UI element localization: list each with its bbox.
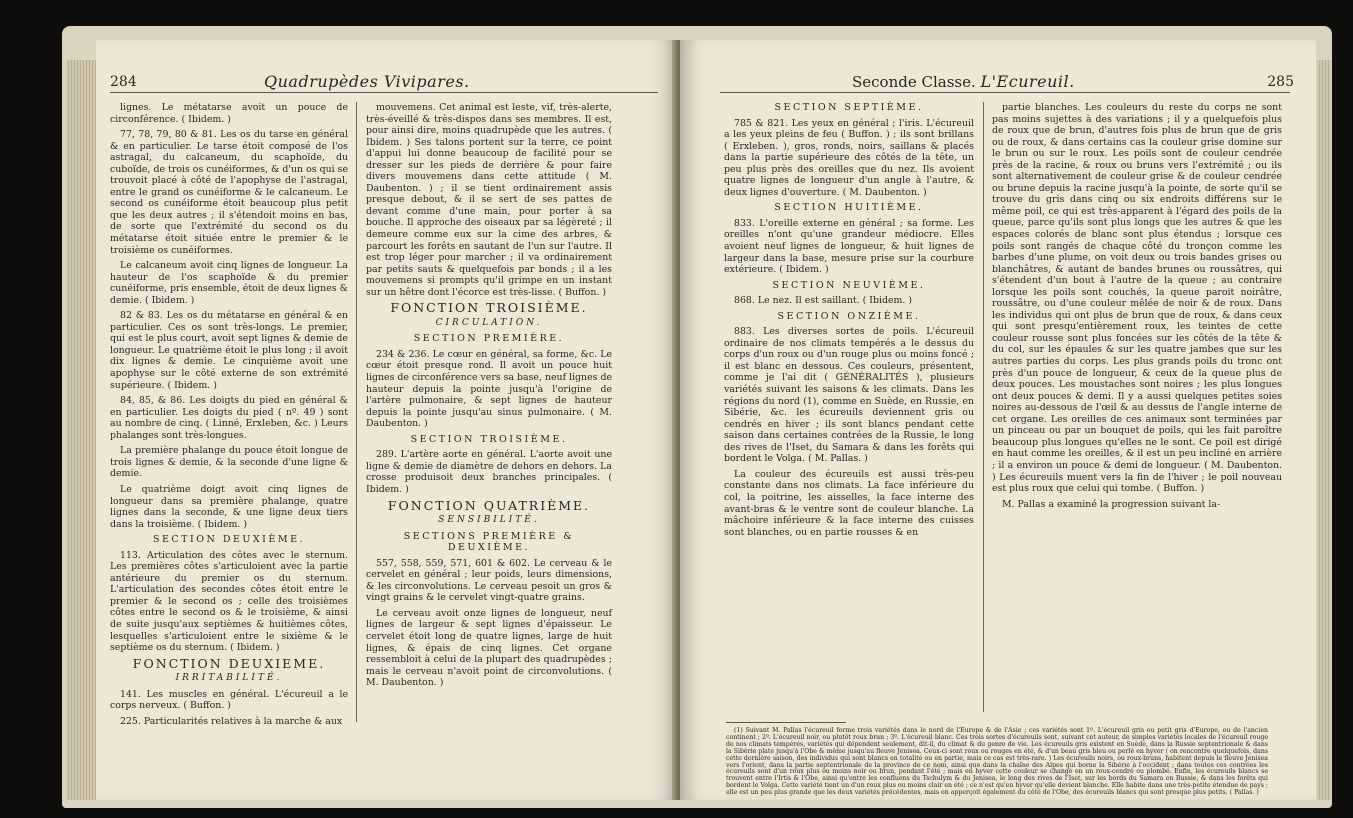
paragraph: 82 & 83. Les os du métatarse en général & en particulier. Ces os sont très-longs. Le premier, qui est le plus court, avoit sept lignes & demie de longueur. Le quatrième étoit le plus long ; il avoit dix lignes & demie. Le cinquième avoit une apophyse sur le côté externe de son extrémité supérieure. ( Ibidem. ) [110, 310, 348, 391]
left-running-title: Quadrupèdes Vivipares. [264, 72, 470, 91]
paragraph: Le calcaneum avoit cinq lignes de longueur. La hauteur de l'os scaphoïde & du premier cunéiforme, pris ensemble, étoit de deux lignes & demie. ( Ibidem. ) [110, 260, 348, 306]
right-page [680, 40, 1316, 800]
right-page-number: 285 [1267, 74, 1294, 90]
section-heading: SECTION TROISIÈME. [410, 433, 568, 445]
left-page-number: 284 [110, 74, 137, 90]
left-header-rule [110, 92, 658, 93]
left-column-2 [366, 102, 612, 693]
subheading: SENSIBILITÉ. [438, 515, 540, 526]
page-edges-right [1317, 60, 1331, 800]
paragraph: lignes. Le métatarse avoit un pouce de circonférence. ( Ibidem. ) [110, 102, 348, 125]
paragraph: 113. Articulation des côtes avec le sternum. Les premières côtes s'articuloient avec la partie antérieure du premier os du sternum. L'articulation des secondes côtes étoit entre le premier & le second os ; celle des troisièmes côtes entre le second os & le troisième, & ainsi de suite jusqu'aux septièmes & huitièmes côtes, lesquelles s'articuloient entre le sixième & le septième os du sternum. ( Ibidem. ) [110, 549, 348, 654]
paragraph: 833. L'oreille externe en général ; sa forme. Les oreilles n'ont qu'une grandeur médiocre. Elles avoient neuf lignes de longueur, & huit lignes de largeur dans la base, mesure prise sur la courbure extérieure. ( Ibidem. ) [724, 217, 974, 276]
fonction-heading: FONCTION TROISIÈME. [390, 300, 588, 316]
paragraph: mouvemens. Cet animal est leste, vif, très-alerte, très-éveillé & très-dispos dans ses membres. Il est, pour ainsi dire, moins quadrupède que les autres. ( Ibidem. ) Ses talons portent sur la terre, ce point d'appui lui donne beaucoup de facilité pour se dresser sur les pieds de derrière & pour faire divers mouvemens dans cette attitude ( M. Daubenton. ) ; il se tient ordinairement assis presque debout, & il se sert de ses pattes de devant comme d'une main, pour porter à sa bouche. Il approche des oiseaux par sa légèreté ; il demeure comme eux sur la cime des arbres, & parcourt les forêts en sautant de l'un sur l'autre. Il est trop léger pour marcher ; il va ordinairement par petits sauts & quelquefois par bonds ; il a les mouvemens si prompts qu'il grimpe en un instant sur un hêtre dont l'écorce est très-lisse. ( Buffon. ) [366, 102, 612, 298]
section-heading: SECTIONS PREMIÈRE & DEUXIÈME. [403, 530, 575, 554]
section-heading: SECTION DEUXIÈME. [152, 534, 306, 546]
right-column-2 [992, 102, 1282, 514]
paragraph: partie blanches. Les couleurs du reste du corps ne sont pas moins sujettes à des variations ; il y a quelquefois plus de roux que de brun, d'autres fois plus de brun que de gris ou de roux, & dans certains cas la couleur grise domine sur le brun ou sur le roux. Les poils sont de couleur cendrée près de la racine, & roux ou bruns vers l'extrémité ; ou ils sont alternativement de couleur grise & de couleur cendrée ou brune depuis la racine jusqu'à la pointe, de sorte qu'il se trouve du gris dans cinq ou six endroits différens sur le même poil, ce qui est très-apparent à l'égard des poils de la queue, parce qu'ils sont plus longs que les autres & que les espaces colorés de blanc sont plus étendus ; lorsque ces poils sont rangés de chaque côté du tronçon comme les barbes d'une plume, on voit deux ou trois bandes grises ou blanchâtres, & autant de bandes brunes ou roussâtres, qui s'étendent d'un bout à l'autre de la queue ; au contraire lorsque les poils sont couchés, la queue paroit noirâtre, roussâtre, ou d'une couleur mêlée de noir & de roux. Dans les individus qui ont plus de brun que de roux, & dans ceux qui sont presqu'entièrement roux, les teintes de cette couleur rousse sont plus foncées sur les côtés de la tête & du col, sur les épaules & sur les quatre jambes que sur les autres parties du corps. Les plus grands poils du tronc ont près d'un pouce de longueur, & ceux de la queue plus de deux pouces. Les moustaches sont noires ; les plus longues ont deux pouces & demi. Il y a aussi quelques petites soies noires au-dessous de l'œil & au dessus de l'angle interne de cet organe. Les oreilles de ces animaux sont terminées par un pinceau ou par un bouquet de poils, qui les fait paroître beaucoup plus longues qu'elles ne le sont. Ce poil est dirigé en haut comme les oreilles, & il est un peu incliné en arrière ; il a environ un pouce & demi de longueur. ( M. Daubenton. ) Les écureuils muent vers la fin de l'hiver ; le poil nouveau est plus roux que celui qui tombe. ( Buffon. ) [992, 102, 1282, 495]
fonction-heading: FONCTION QUATRIÈME. [387, 497, 591, 513]
left-column-1 [110, 102, 348, 731]
section-heading: SECTION HUITIÈME. [774, 202, 924, 214]
right-header-rule [720, 92, 1290, 93]
fonction-heading: FONCTION DEUXIEME. [132, 655, 326, 671]
paragraph: La couleur des écureuils est aussi très-peu constante dans nos climats. La face inférieure du col, la poitrine, les aisselles, la face interne des avant-bras & le ventre sont de couleur blanche. La mâchoire inférieure & la face interne des cuisses sont blanches, ou en partie rousses & en [724, 468, 974, 538]
paragraph: 785 & 821. Les yeux en général ; l'iris. L'écureuil a les yeux pleins de feu ( Buffon. ) ; ils sont brillans ( Erxleben. ), gros, ronds, noirs, saillans & placés dans la partie supérieure des côtés de la tête, un peu plus près des oreilles que du nez. Ils avoient quatre lignes de longueur d'un angle à l'autre, & deux lignes d'ouverture. ( M. Daubenton. ) [724, 117, 974, 198]
page-edges-left [66, 60, 100, 800]
left-column-divider [356, 102, 357, 722]
left-page [96, 40, 676, 800]
section-heading: SECTION NEUVIÈME. [772, 279, 926, 291]
paragraph: 77, 78, 79, 80 & 81. Les os du tarse en général & en particulier. Le tarse étoit composé de l'os astragal, du calcaneum, du scaphoïde, du cuboïde, de trois os cunéiformes, & d'un os qui se trouvoit placé à côté de l'apophyse de l'astragal, entre le grand os cunéiforme & le calcaneum. Le second os cunéiforme étoit beaucoup plus petit que les deux autres ; il s'étendoit moins en bas, de sorte que l'extrémité du second os du métatarse étoit située entre le premier & le troisième os cunéiformes. [110, 129, 348, 256]
paragraph: 141. Les muscles en général. L'écureuil a le corps nerveux. ( Buffon. ) [110, 688, 348, 712]
paragraph: 234 & 236. Le cœur en général, sa forme, &c. Le cœur étoit presque rond. Il avoit un pouce huit lignes de circonférence vers sa base, neuf lignes de hauteur depuis la pointe jusqu'à l'origine de l'artère pulmonaire, & sept lignes de hauteur depuis la pointe jusqu'au sinus pulmonaire. ( M. Daubenton. ) [366, 348, 612, 430]
section-heading: SECTION SEPTIÈME. [774, 102, 924, 113]
section-heading: SECTION ONZIÈME. [777, 310, 921, 322]
paragraph: Le quatrième doigt avoit cinq lignes de longueur dans sa première phalange, quatre lignes dans la seconde, & une ligne deux tiers dans la troisième. ( Ibidem. ) [110, 483, 348, 530]
paragraph: M. Pallas a examiné la progression suivant la- [1002, 498, 1221, 510]
paragraph: 84, 85, & 86. Les doigts du pied en général & en particulier. Les doigts du pied ( nº. 49 ) sont au nombre de cinq. ( Linné, Erxleben, &c. ) Leurs phalanges sont très-longues. [110, 395, 348, 441]
subheading: CIRCULATION. [435, 317, 543, 328]
paragraph: Le cerveau avoit onze lignes de longueur, neuf lignes de largeur & sept lignes d'épaisseur. Le cervelet étoit long de quatre lignes, large de huit lignes, & épais de cinq lignes. Cet organe ressembloit à celui de la plupart des quadrupèdes ; mais le cerveau n'avoit point de circonvolutions. ( M. Daubenton. ) [366, 607, 612, 689]
right-running-title: Seconde Classe. L'Ecureuil. [852, 72, 1075, 91]
paragraph: 289. L'artère aorte en général. L'aorte avoit une ligne & demie de diamètre de dehors en dehors. La crosse produisoit deux branches principales. ( Ibidem. ) [366, 449, 612, 495]
right-column-1 [724, 102, 974, 542]
footnote-rule [726, 722, 846, 723]
section-heading: SECTION PREMIÈRE. [413, 333, 565, 345]
subheading: IRRITABILITÉ. [175, 673, 283, 684]
right-column-divider [983, 102, 984, 712]
footnote: (1) Suivant M. Pallas l'écureuil forme trois variétés dans le nord de l'Europe & de l'Asie ; ces variétés sont 1º. L'écureuil gris ou petit gris d'Europe, ou de l'ancien continent ; 2º. L'écureuil noir, ou plutôt roux brun ; 3º. L'écureuil blanc. Ces trois sortes d'écureuils sont, suivant cet auteur, de simples variétés locales de l'écureuil rouge de nos climats tempérés, variétés qui dépendent seulement, dit-il, du climat & du genre de vie. Les écureuils gris existent en Suède, dans la Russie septentrionale & dans la Sibérie plate jusqu'à l'Obe & même jusqu'au fleuve Jenisea. Ceux-ci sont roux ou rouges en été, & d'un beau gris bleu ou perlé en hyver ( on rencontre quelquefois, dans cette dernière saison, des individus qui sont blancs en totalité ou en partie, mais ce cas est très-rare. ) Les écureuils noirs, ou roux-bruns, habitent depuis le fleuve Jenisea vers l'orient, dans la partie septentrionale de la province de ce nom, ainsi que dans la chaîne des Alpes qui borne la Sibérie à l'occident ; dans toutes ces contrées les écureuils sont d'un roux plus ou moins noir ou brun, pendant l'été ; mais en hyver cette couleur se change en un roux-cendré ou plombé. Enfin, les écureuils blancs se trouvent entre l'Irtis & l'Obe, ainsi qu'entre les confluens du Tschulym & du Jenisea, le long des rives de l'Iset, sur les bords du Samara en Russie, & dans les forêts qui bordent le Volga. Cette variété tient un d'un roux plus ou moins clair en été ; ce n'est qu'en hyver qu'elle devient blanche. Elle habite dans une très-petite étendue de pays ; elle est un peu plus grande que les deux variétés précédentes, mais on apperçoit également du côté de l'Obe, des écureuils blancs qui sont presque plus petits. ( Pallas. ) [726, 727, 1268, 797]
paragraph: 868. Le nez. Il est saillant. ( Ibidem. ) [734, 295, 913, 307]
paragraph: 557, 558, 559, 571, 601 & 602. Le cerveau & le cervelet en général ; leur poids, leurs dimensions, & les circonvolutions. Le cerveau pesoit un gros & vingt grains & le cervelet vingt-quatre grains. [366, 557, 612, 604]
paragraph: 225. Particularités relatives à la marche & aux [120, 715, 343, 727]
paragraph: 883. Les diverses sortes de poils. L'écureuil ordinaire de nos climats tempérés a le dessus du corps d'un roux ou d'un rouge plus ou moins foncé ; il est blanc en dessous. Ces couleurs, présentent, comme je l'ai dit ( GÉNÉRALITÉS ), plusieurs variétés suivant les saisons & les climats. Dans les régions du nord (1), comme en Suède, en Russie, en Sibérie, &c. les écureuils deviennent gris ou cendrés en hiver ; ils sont blancs pendant cette saison dans certaines contrées de la Russie, le long des rives de l'Iset, du Samara & dans les forêts qui bordent le Volga. ( M. Pallas. ) [724, 326, 974, 465]
paragraph: La première phalange du pouce étoit longue de trois lignes & demie, & la seconde d'une ligne & demie. [110, 445, 348, 480]
